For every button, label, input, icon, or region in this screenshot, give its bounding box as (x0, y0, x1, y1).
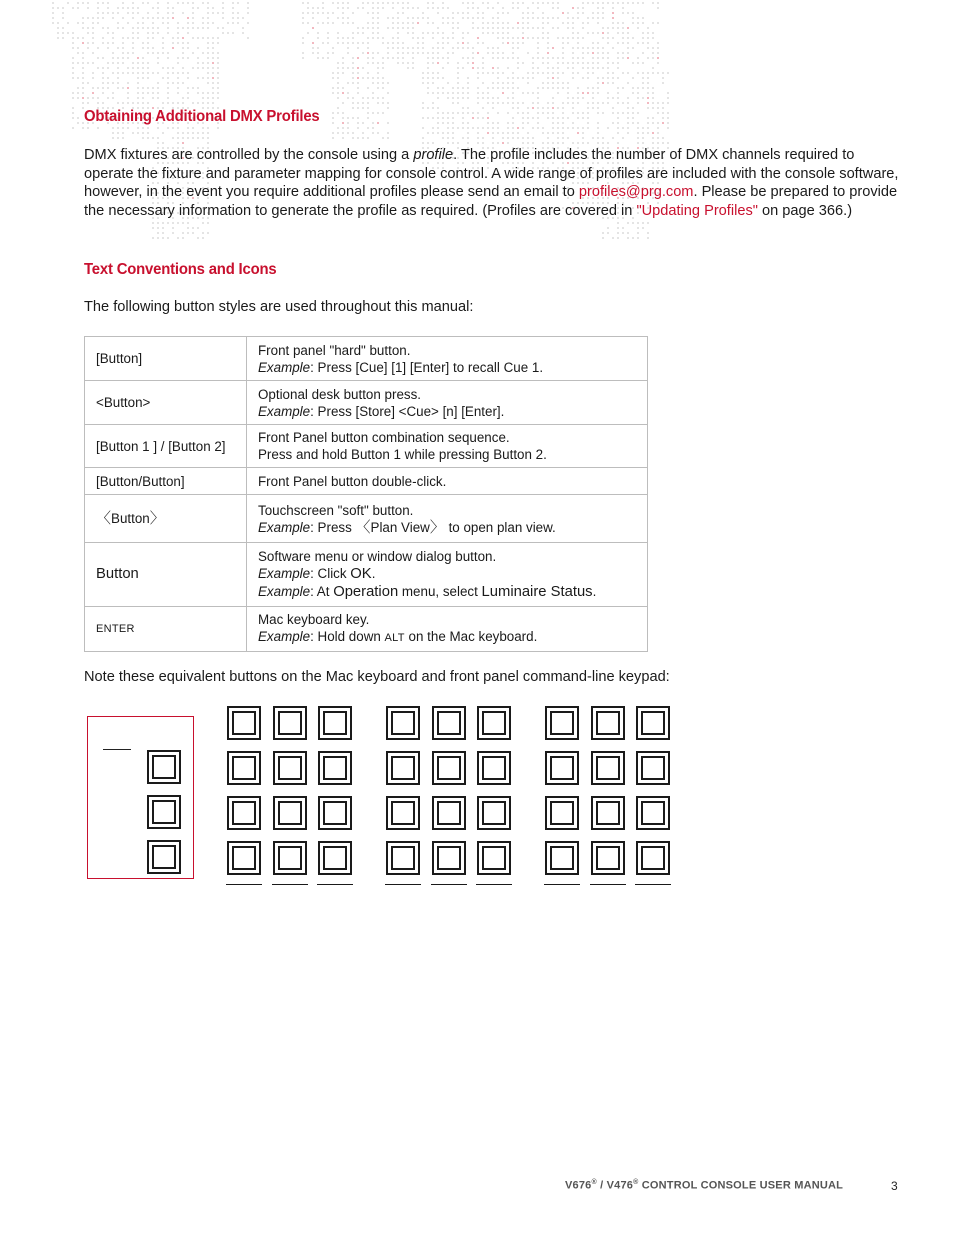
keypad-key-icon (636, 706, 670, 740)
keypad-key-icon (318, 706, 352, 740)
heading-text-conventions: Text Conventions and Icons (84, 261, 277, 278)
keypad-underline (272, 884, 308, 885)
keypad-key-icon (273, 751, 307, 785)
keypad-key-icon (432, 796, 466, 830)
keypad-key-icon (432, 706, 466, 740)
keypad-key-icon (432, 841, 466, 875)
table-row: <Button> Optional desk button press. Example: Press [Store] <Cue> [n] [Enter]. (85, 381, 648, 425)
button-styles-table (84, 336, 648, 652)
keypad-key-icon (591, 751, 625, 785)
keypad-key-icon (147, 795, 181, 829)
footer-title: V676® / V476® CONTROL CONSOLE USER MANUAL (565, 1179, 844, 1192)
keypad-key-icon (545, 796, 579, 830)
keypad-key-icon (591, 706, 625, 740)
keypad-key-icon (591, 841, 625, 875)
keypad-underline (544, 884, 580, 885)
mac-keypad-line (103, 749, 131, 750)
keypad-key-icon (386, 796, 420, 830)
table-row: [Button] Front panel "hard" button. Example: Press [Cue] [1] [Enter] to recall Cue 1. (85, 337, 648, 381)
keypad-key-icon (227, 796, 261, 830)
keypad-underline (590, 884, 626, 885)
keypad-key-icon (318, 751, 352, 785)
conventions-intro: The following button styles are used throughout this manual: (84, 299, 474, 315)
keypad-key-icon (318, 796, 352, 830)
keypad-key-icon (273, 706, 307, 740)
keypad-key-icon (477, 841, 511, 875)
keypad-key-icon (386, 706, 420, 740)
keypad-key-icon (318, 841, 352, 875)
keypad-key-icon (386, 841, 420, 875)
keypad-underline (431, 884, 467, 885)
keypad-key-icon (591, 796, 625, 830)
keypad-key-icon (545, 841, 579, 875)
keypad-key-icon (636, 841, 670, 875)
keypad-key-icon (147, 750, 181, 784)
table-row: [Button/Button] Front Panel button double-click. (85, 468, 648, 495)
keypad-key-icon (545, 706, 579, 740)
updating-profiles-link[interactable]: "Updating Profiles" (636, 202, 758, 219)
keypad-key-icon (432, 751, 466, 785)
keypad-underline (635, 884, 671, 885)
page-number: 3 (891, 1179, 898, 1193)
keypad-underline (317, 884, 353, 885)
keypad-key-icon (227, 751, 261, 785)
keypad-key-icon (147, 840, 181, 874)
keypad-key-icon (273, 841, 307, 875)
table-row: ENTER Mac keyboard key. Example: Hold down ALT on the Mac keyboard. (85, 607, 648, 652)
keypad-key-icon (545, 751, 579, 785)
profiles-paragraph: DMX fixtures are controlled by the console using a profile. The profile includes the number of DMX channels required to operate the fixture and parameter mapping for console control. A wide range of profiles are included with the console software, however, in the event you require additional profiles please send an email to profiles@prg.com. Please be prepared to provide the necessary information to generate the profile as required. (Profiles are covered in "Updating Profiles" on page 366.) (84, 147, 899, 219)
keypad-key-icon (227, 841, 261, 875)
keypad-key-icon (477, 796, 511, 830)
keypad-key-icon (273, 796, 307, 830)
keypad-key-icon (477, 706, 511, 740)
table-row: [Button 1 ] / [Button 2] Front Panel button combination sequence. Press and hold Button 1 while pressing Button 2. (85, 425, 648, 468)
keypad-key-icon (386, 751, 420, 785)
table-row: 〈Button〉 Touchscreen "soft" button. Example: Press 〈Plan View〉 to open plan view. (85, 495, 648, 543)
table-row: Button Software menu or window dialog button. Example: Click OK. Example: At Operation menu, select Luminaire Status. (85, 543, 648, 607)
email-link[interactable]: profiles@prg.com (578, 184, 694, 200)
keypad-underline (226, 884, 262, 885)
keypad-underline (385, 884, 421, 885)
keypad-note: Note these equivalent buttons on the Mac keyboard and front panel command-line keypad: (84, 669, 670, 685)
keypad-underline (476, 884, 512, 885)
keypad-key-icon (636, 751, 670, 785)
heading-obtaining-profiles: Obtaining Additional DMX Profiles (84, 108, 320, 125)
keypad-key-icon (477, 751, 511, 785)
keypad-key-icon (227, 706, 261, 740)
keypad-key-icon (636, 796, 670, 830)
